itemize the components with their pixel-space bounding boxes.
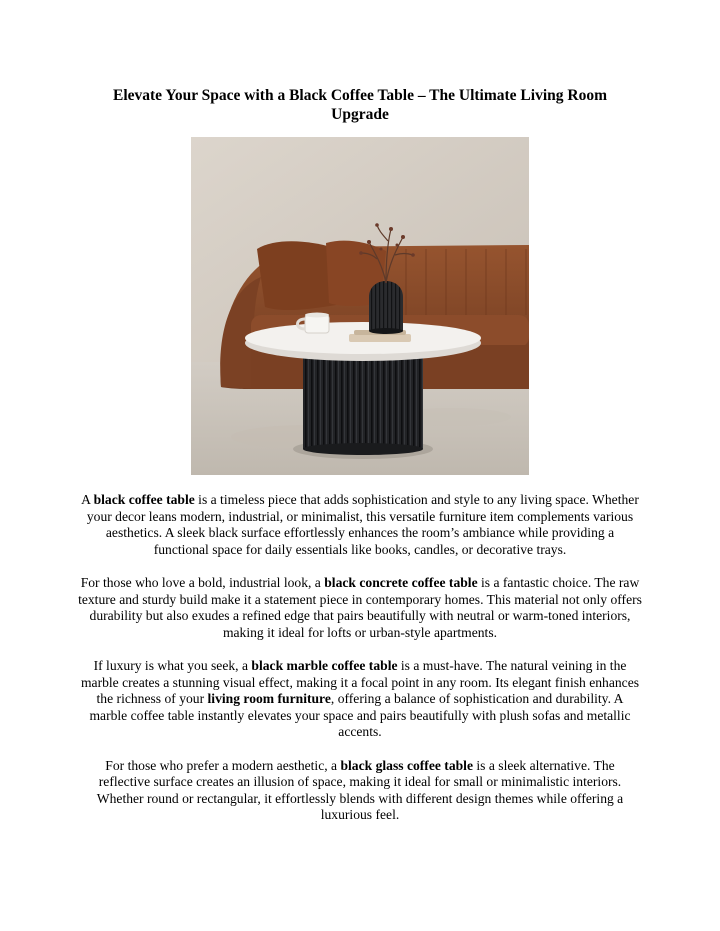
- paragraph-text: is a fantastic choice. The raw texture and sturdy build make it a statement piece in contemporary homes. This material not only offers durability but also exudes a refined edge that pairs beautifully with neutral or warm-toned interiors, making it ideal for lofts or urban-style apartments.: [78, 574, 642, 640]
- keyword-black-concrete-coffee-table: black concrete coffee table: [324, 574, 478, 590]
- paragraph-text: , offering a balance of sophistication and durability. A marble coffee table instantly elevates your space and pairs beautifully with plush sofas and metallic accents.: [89, 691, 631, 740]
- paragraph-2: [78, 575, 642, 641]
- hero-image: [191, 137, 529, 475]
- paragraph-1: [78, 492, 642, 558]
- paragraph-text: If luxury is what you seek, a: [93, 657, 252, 673]
- article-body: [78, 492, 642, 840]
- keyword-living-room-furniture: living room furniture: [207, 691, 331, 707]
- vase: [369, 281, 403, 334]
- paragraph-text: is a sleek alternative. The reflective surface creates an illusion of space, making it ideal for small or minimalistic interiors. Whether round or rectangular, it effortlessly blends with different design themes while offering a luxurious feel.: [96, 757, 624, 823]
- keyword-black-marble-coffee-table: black marble coffee table: [251, 657, 398, 673]
- paragraph-text: is a must-have. The natural veining in the marble creates a stunning visual effect, making it a focal point in any room. Its elegant finish enhances the richness of your: [80, 657, 640, 707]
- paragraph-text: A: [81, 492, 94, 507]
- keyword-black-coffee-table: black coffee table: [93, 492, 195, 507]
- keyword-black-glass-coffee-table: black glass coffee table: [340, 757, 473, 773]
- paragraph-3: [78, 658, 642, 741]
- paragraph-text: For those who prefer a modern aesthetic, a: [105, 757, 341, 773]
- page-title: Elevate Your Space with a Black Coffee Table – The Ultimate Living Room Upgrade: [113, 87, 607, 123]
- paragraph-4: [78, 758, 642, 824]
- paragraph-text: is a timeless piece that adds sophistication and style to any living space. Whether your decor leans modern, industrial, or minimalist, this versatile furniture item complements various aesthetics. A sleek black surface effortlessly enhances the room’s ambiance while providing a functional space for daily essentials like books, candles, or decorative trays.: [86, 492, 639, 557]
- table-pedestal: [293, 349, 433, 459]
- paragraph-text: For those who love a bold, industrial look, a: [80, 574, 325, 590]
